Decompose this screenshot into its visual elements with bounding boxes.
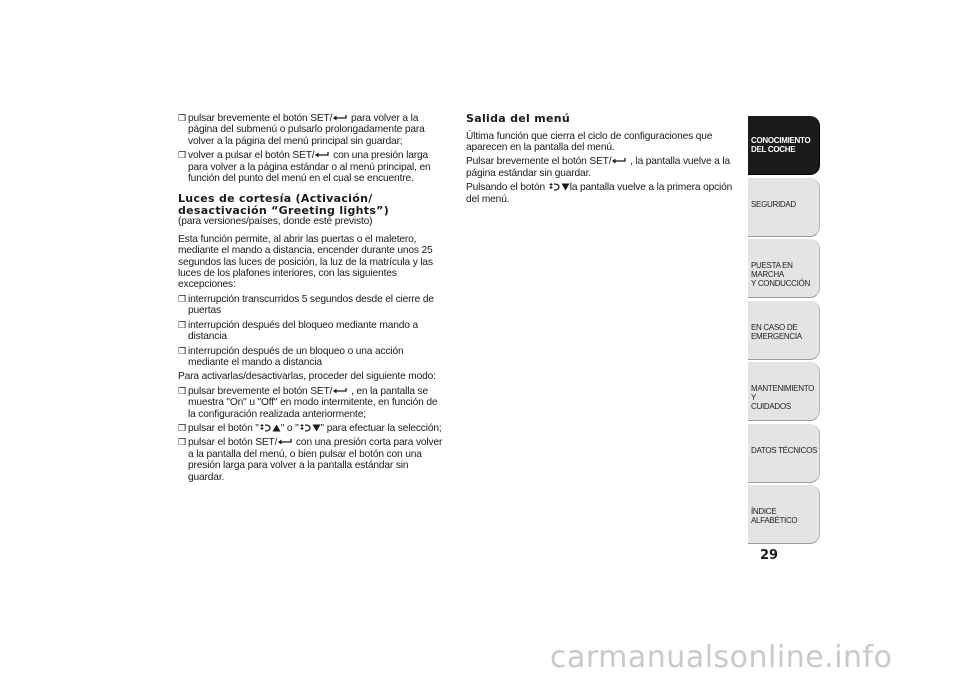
tab-en-caso-de-emergencia[interactable]: EN CASO DE EMERGENCIA — [748, 301, 820, 360]
return-arrow-icon — [314, 151, 330, 160]
checkbox-bullet-icon: ❒ — [178, 422, 186, 433]
list-item: ❒ interrupción después de un bloqueo o una acción mediante el mando a distancia — [178, 345, 404, 368]
list-item: ❒ volver a pulsar el botón SET/ con una presión larga para volver a la página estándar o al menú principal, en función del punto del menú en el cual se encuentre. — [178, 150, 431, 185]
mode-button-icon — [259, 423, 272, 433]
triangle-down-icon — [312, 424, 321, 432]
return-arrow-icon — [332, 114, 348, 123]
checkbox-bullet-icon: ❒ — [178, 293, 186, 304]
tab-seguridad[interactable]: SEGURIDAD — [748, 178, 820, 237]
mode-button-icon — [299, 423, 312, 433]
checkbox-bullet-icon: ❒ — [178, 150, 186, 161]
checkbox-bullet-icon: ❒ — [178, 113, 186, 123]
list-item: ❒ interrupción transcurridos 5 segundos desde el cierre de puertas — [178, 293, 434, 317]
paragraph: Esta función permite, al abrir las puertas o el maletero, mediante el mando a distancia, encender durante unos 25 segundos las luces de posición, la luz de la matrícula y las luces de los plafones interiores, con las siguientes excepciones: — [178, 233, 433, 291]
triangle-down-icon — [561, 183, 570, 191]
section-heading: Salida del menú — [466, 112, 571, 125]
watermark: carmanualsonline.info — [550, 640, 893, 675]
checkbox-bullet-icon: ❒ — [178, 437, 186, 448]
return-arrow-icon — [332, 387, 348, 396]
tab-indice-alfabetico[interactable]: ÍNDICE ALFABÉTICO — [748, 485, 820, 544]
return-arrow-icon — [611, 157, 627, 166]
checkbox-bullet-icon: ❒ — [178, 385, 186, 396]
triangle-up-icon — [272, 424, 281, 432]
mode-button-icon — [548, 182, 561, 192]
section-heading: Luces de cortesía (Activación/ desactivación “Greeting lights”) — [178, 192, 390, 217]
checkbox-bullet-icon: ❒ — [178, 345, 186, 356]
list-item: ❒ interrupción después del bloqueo mediante mando a distancia — [178, 319, 418, 343]
paragraph: Para activarlas/desactivarlas, proceder del siguiente modo: — [178, 371, 436, 383]
list-item: ❒ pulsar el botón SET/ con una presión corta para volver a la pantalla del menú, o bien pulsar el botón con una presión larga para volver a la pantalla estándar sin guardar. — [178, 437, 443, 483]
list-item: ❒ pulsar el botón " " o " " para efectuar la selección; — [178, 422, 442, 434]
checkbox-bullet-icon: ❒ — [178, 319, 186, 330]
paragraph: Última función que cierra el ciclo de configuraciones que aparecen en la pantalla del menú. — [466, 130, 713, 153]
chapter-tabs — [748, 116, 820, 547]
return-arrow-icon — [277, 438, 293, 447]
tab-mantenimiento[interactable]: MANTENIMIENTO Y CUIDADOS — [748, 362, 820, 421]
right-column — [466, 113, 736, 208]
paragraph: Pulsar brevemente el botón SET/ , la pantalla vuelve a la página estándar sin guardar. — [466, 156, 730, 179]
left-column — [178, 113, 446, 486]
page-number: 29 — [760, 548, 779, 563]
paragraph: Pulsando el botón la pantalla vuelve a la primera opción del menú. — [466, 182, 733, 205]
tab-conocimiento-del-coche[interactable]: CONOCIMIENTO DEL COCHE — [748, 116, 820, 175]
tab-puesta-en-marcha[interactable]: PUESTA EN MARCHA Y CONDUCCIÓN — [748, 239, 820, 298]
section-subnote: (para versiones/países, donde esté previsto) — [178, 216, 373, 228]
tab-datos-tecnicos[interactable]: DATOS TÉCNICOS — [748, 424, 820, 483]
list-item: ❒ pulsar brevemente el botón SET/ , en la pantalla se muestra "On" u "Off" en modo intermitente, en función de la configuración realizada anteriormente; — [178, 385, 438, 420]
list-item: ❒ pulsar brevemente el botón SET/ para volver a la página del submenú o pulsarlo prolongadamente para volver a la página del menú principal sin guardar; — [178, 113, 425, 147]
